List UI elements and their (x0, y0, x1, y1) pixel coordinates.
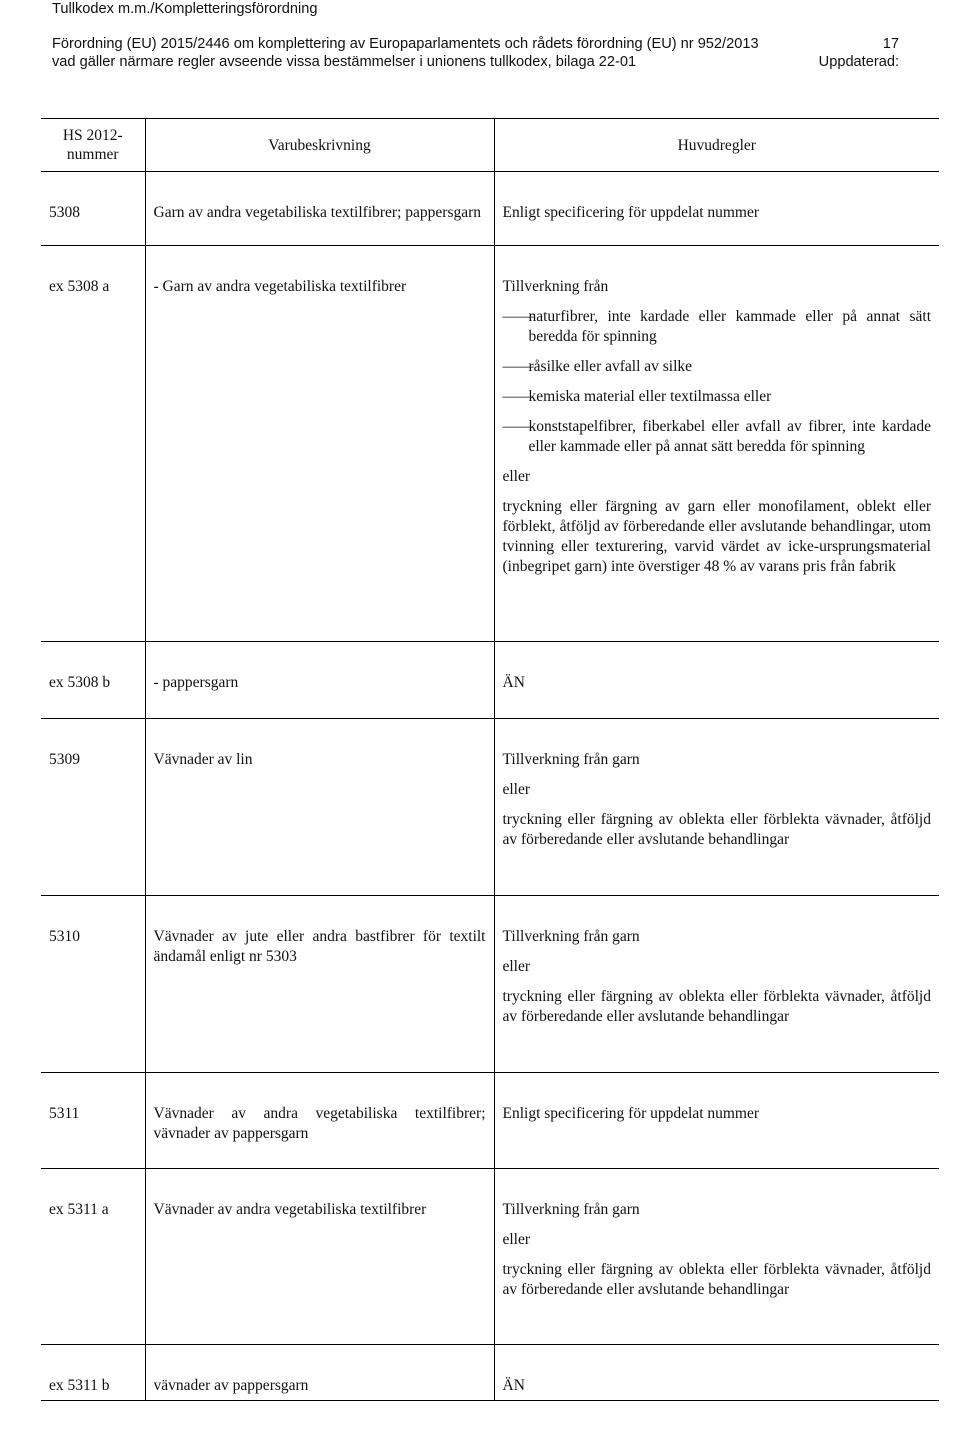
goods-description: Garn av andra vegetabiliska textilfibrer; pappersgarn (153, 204, 482, 221)
goods-description: Vävnader av andra vegetabiliska textilfibrer (153, 1201, 427, 1218)
rule-paragraph: eller (502, 1231, 531, 1248)
rule-paragraph: eller (502, 468, 531, 485)
hs-number: ex 5308 b (49, 674, 111, 691)
rule-paragraph: tryckning eller färgning av oblekta eller förblekta vävnader, åtföljd av förberedande eller avslutande behandlingar (502, 988, 931, 1025)
updated-label: Uppdaterad: (818, 54, 899, 70)
hs-number-cell (41, 1073, 145, 1169)
document-title-line-2: vad gäller närmare regler avseende vissa bestämmelser i unionens tullkodex, bilaga 22-01 (52, 54, 637, 70)
rule-dash-item (503, 387, 932, 407)
dash-marker: —— (502, 358, 534, 375)
hs-number-cell (41, 246, 145, 642)
goods-description: Vävnader av lin (153, 751, 253, 768)
hs-number-cell (41, 719, 145, 896)
table-row (41, 1345, 939, 1401)
hs-number: 5311 (49, 1105, 80, 1122)
main-rules-cell (494, 172, 939, 246)
origin-rules-table (41, 118, 939, 1401)
rule-text: råsilke eller avfall av silke (528, 358, 693, 375)
main-rules-cell (494, 896, 939, 1073)
hs-number: 5309 (49, 751, 80, 768)
rule-paragraph: Tillverkning från garn (502, 751, 640, 768)
document-title-line-1: Förordning (EU) 2015/2446 om komplettering av Europaparlamentets och rådets förordning (EU) nr 952/2013 (52, 36, 759, 52)
hs-number: ex 5308 a (49, 278, 110, 295)
goods-description: vävnader av pappersgarn (153, 1377, 309, 1394)
main-rules-cell (494, 1169, 939, 1345)
rule-paragraph: Tillverkning från garn (502, 1201, 640, 1218)
rule-text: naturfibrer, inte kardade eller kammade eller på annat sätt beredda för spinning (528, 308, 931, 345)
breadcrumb: Tullkodex m.m./Kompletteringsförordning (52, 1, 318, 17)
main-rules-cell (494, 719, 939, 896)
goods-description: Vävnader av andra vegetabiliska textilfibrer; vävnader av pappersgarn (153, 1105, 486, 1142)
rule-paragraph: tryckning eller färgning av oblekta eller förblekta vävnader, åtföljd av förberedande eller avslutande behandlingar (502, 811, 931, 848)
description-cell (145, 172, 494, 246)
hs-number-cell (41, 172, 145, 246)
description-cell (145, 246, 494, 642)
hs-number: 5308 (49, 204, 80, 221)
table-row (41, 719, 939, 896)
hs-number-cell (41, 642, 145, 719)
header-description: Varubeskrivning (145, 119, 494, 172)
table-row (41, 642, 939, 719)
main-rules-cell (494, 246, 939, 642)
rule-paragraph: ÄN (502, 674, 525, 691)
rule-paragraph: Tillverkning från (502, 278, 609, 295)
description-cell (145, 896, 494, 1073)
header-hs-number: HS 2012- nummer (41, 119, 145, 172)
table-row (41, 896, 939, 1073)
dash-marker: —— (502, 388, 534, 405)
dash-marker: —— (502, 308, 534, 325)
table-header-row (41, 119, 939, 172)
main-rules-cell (494, 1345, 939, 1401)
rule-dash-item (503, 307, 932, 347)
hs-number: 5310 (49, 928, 80, 945)
rule-paragraph: Enligt specificering för uppdelat nummer (502, 204, 760, 221)
rule-paragraph: ÄN (502, 1377, 525, 1394)
description-cell (145, 719, 494, 896)
goods-description: - Garn av andra vegetabiliska textilfibrer (153, 278, 407, 295)
table-row (41, 1073, 939, 1169)
main-rules-cell (494, 1073, 939, 1169)
rule-paragraph: Enligt specificering för uppdelat nummer (502, 1105, 760, 1122)
hs-number-cell (41, 896, 145, 1073)
page-number: 17 (882, 36, 899, 52)
hs-number: ex 5311 b (49, 1377, 110, 1394)
dash-marker: —— (502, 418, 534, 435)
rule-paragraph: eller (502, 958, 531, 975)
rule-dash-item (503, 417, 932, 457)
description-cell (145, 1073, 494, 1169)
rule-text: konststapelfibrer, fiberkabel eller avfall av fibrer, inte kardade eller kammade eller på annat sätt beredda för spinning (528, 418, 931, 455)
header-main-rules: Huvudregler (494, 119, 939, 172)
hs-number-cell (41, 1345, 145, 1401)
rule-paragraph: Tillverkning från garn (502, 928, 640, 945)
goods-description: - pappersgarn (153, 674, 239, 691)
table-body (41, 172, 939, 1401)
main-rules-cell (494, 642, 939, 719)
rule-paragraph: tryckning eller färgning av oblekta eller förblekta vävnader, åtföljd av förberedande eller avslutande behandlingar (502, 1261, 931, 1298)
hs-number: ex 5311 a (49, 1201, 109, 1218)
table-row (41, 246, 939, 642)
rule-dash-item (503, 357, 932, 377)
page-header (0, 0, 960, 88)
goods-description: Vävnader av jute eller andra bastfibrer för textilt ändamål enligt nr 5303 (153, 928, 486, 965)
hs-number-cell (41, 1169, 145, 1345)
table-row (41, 172, 939, 246)
description-cell (145, 1169, 494, 1345)
rule-paragraph: eller (502, 781, 531, 798)
description-cell (145, 642, 494, 719)
description-cell (145, 1345, 494, 1401)
rule-paragraph: tryckning eller färgning av garn eller monofilament, oblekt eller förblekt, åtföljd av förberedande eller avslutande behandlingar, utom tvinning eller texturering, varvid värdet av icke-ursprungsmaterial (inbegripet garn) inte överstiger 48 % av varans pris från fabrik (502, 498, 931, 575)
rule-text: kemiska material eller textilmassa eller (528, 388, 772, 405)
table-row (41, 1169, 939, 1345)
